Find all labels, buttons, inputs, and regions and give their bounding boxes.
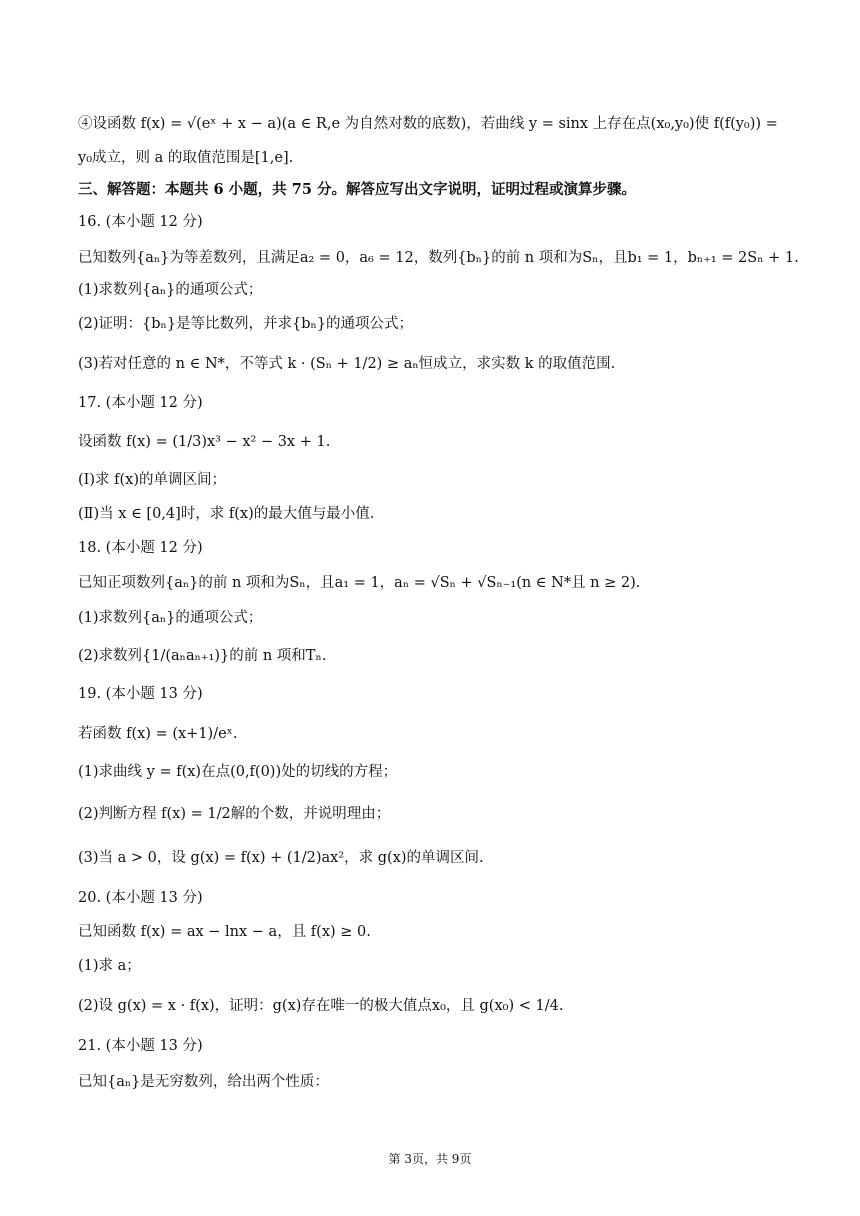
text-line: (2)求数列{1/(aₙaₙ₊₁)}的前 n 项和Tₙ. [78,648,327,664]
text-line: (2)判断方程 f(x) = 1/2解的个数，并说明理由； [78,806,391,822]
text-line: (3)当 a > 0，设 g(x) = f(x) + (1/2)ax²，求 g(x)的单调区间. [78,850,484,866]
text-line: (Ⅱ)当 x ∈ [0,4]时，求 f(x)的最大值与最小值. [78,506,375,522]
question-heading: 20. (本小题 13 分) [78,890,203,906]
text-line: 已知{aₙ}是无穷数列，给出两个性质： [78,1074,329,1090]
question-heading: 21. (本小题 13 分) [78,1038,203,1054]
text-line: (Ⅰ)求 f(x)的单调区间； [78,472,227,488]
text-line: (1)求 a； [78,958,141,974]
text-line: (1)求数列{aₙ}的通项公式； [78,610,263,626]
text-line: 设函数 f(x) = (1/3)x³ − x² − 3x + 1. [78,434,331,450]
text-line: ④设函数 f(x) = √(eˣ + x − a)(a ∈ R,e 为自然对数的底数)，若曲线 y = sinx 上存在点(x₀,y₀)使 f(f(y₀)) = [78,116,778,132]
text-line: (2)证明：{bₙ}是等比数列，并求{bₙ}的通项公式； [78,316,414,332]
page-footer: 第 3页，共 9页 [388,1152,472,1166]
question-heading: 19. (本小题 13 分) [78,686,203,702]
text-line: (2)设 g(x) = x · f(x)，证明：g(x)存在唯一的极大值点x₀，且 g(x₀) < 1/4. [78,998,564,1014]
question-heading: 17. (本小题 12 分) [78,395,203,411]
question-heading: 18. (本小题 12 分) [78,540,203,556]
text-line: y₀成立，则 a 的取值范围是[1,e]. [78,150,294,166]
text-line: 已知正项数列{aₙ}的前 n 项和为Sₙ，且a₁ = 1，aₙ = √Sₙ + √Sₙ₋₁(n ∈ N*且 n ≥ 2). [78,575,641,591]
text-line: 已知函数 f(x) = ax − lnx − a，且 f(x) ≥ 0. [78,924,371,940]
question-heading: 16. (本小题 12 分) [78,214,203,230]
section-heading: 三、解答题：本题共 6 小题，共 75 分。解答应写出文字说明，证明过程或演算步骤。 [78,181,636,198]
text-line: 已知数列{aₙ}为等差数列，且满足a₂ = 0，a₆ = 12，数列{bₙ}的前 n 项和为Sₙ，且b₁ = 1，bₙ₊₁ = 2Sₙ + 1. [78,250,799,266]
text-line: (3)若对任意的 n ∈ N*，不等式 k · (Sₙ + 1/2) ≥ aₙ恒成立，求实数 k 的取值范围. [78,356,616,372]
text-line: 若函数 f(x) = (x+1)/eˣ. [78,726,238,742]
text-line: (1)求曲线 y = f(x)在点(0,f(0))处的切线的方程； [78,764,398,780]
text-line: (1)求数列{aₙ}的通项公式； [78,282,263,298]
